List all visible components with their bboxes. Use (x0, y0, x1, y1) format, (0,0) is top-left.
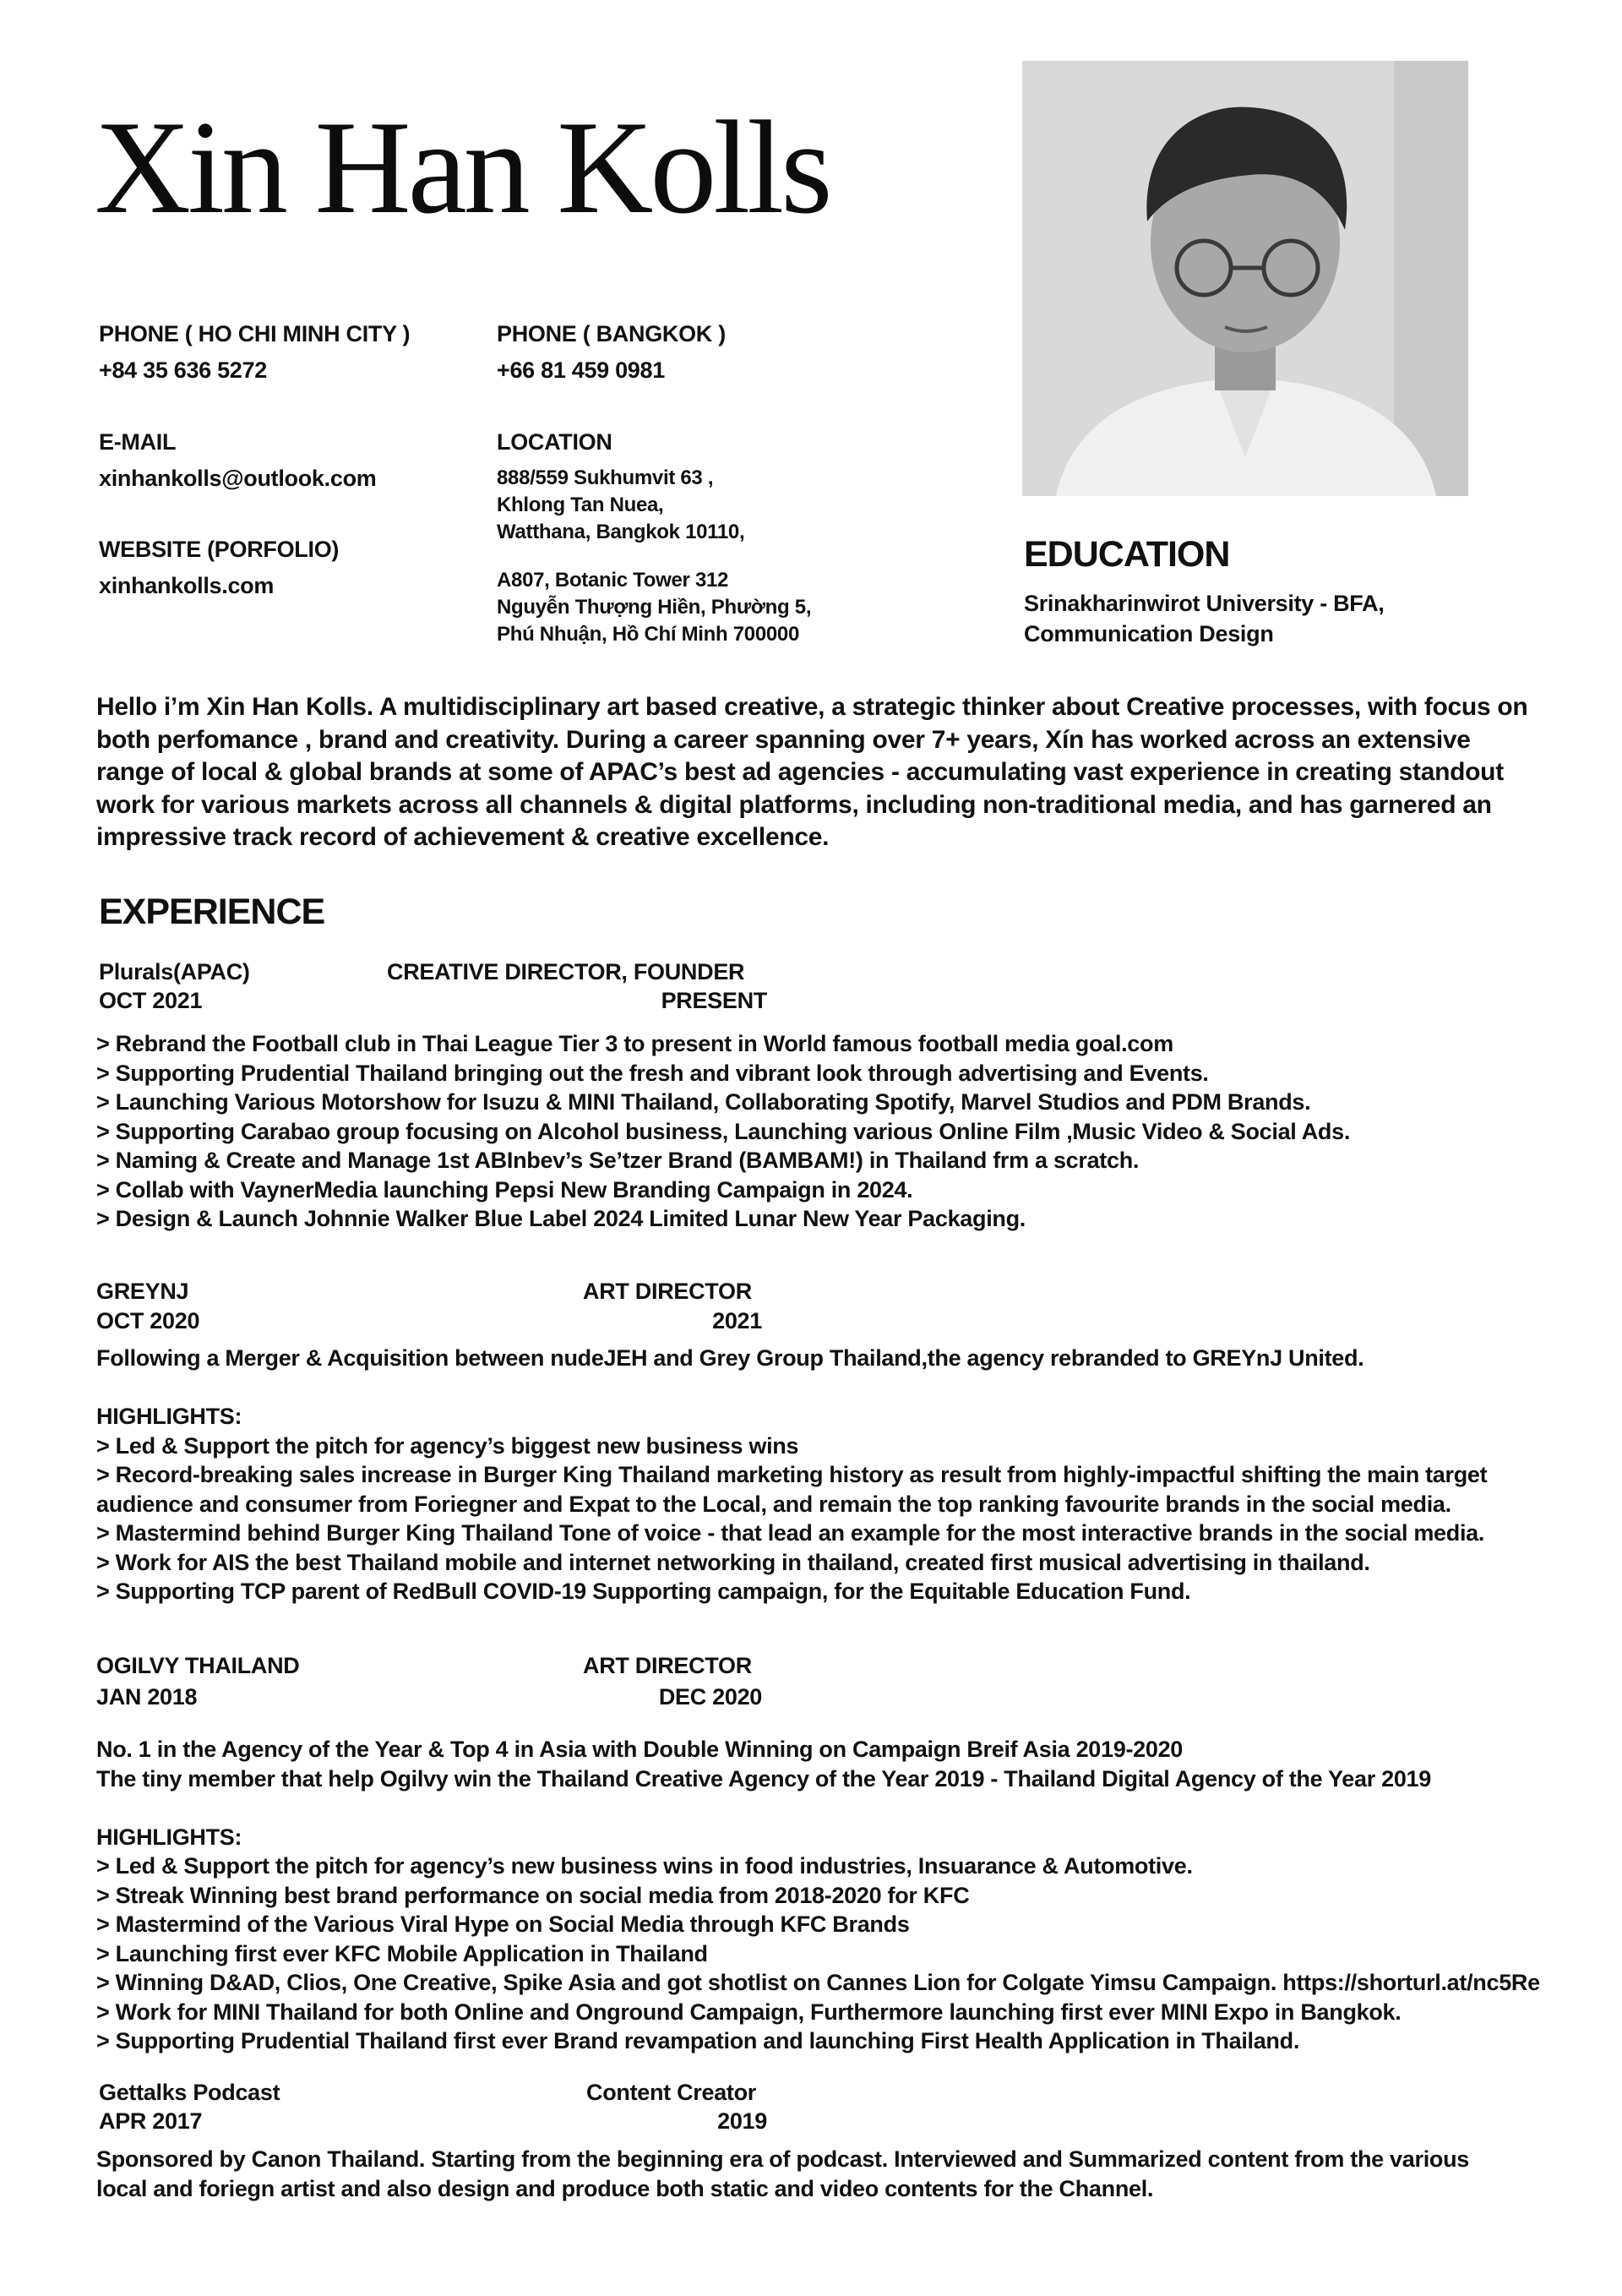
experience-heading: EXPERIENCE (99, 892, 325, 932)
job-bullet: > Launching Various Motorshow for Isuzu & MINI Thailand, Collaborating Spotify, Marvel Studios and PDM Brands. (96, 1089, 1311, 1115)
phone-bkk-label: PHONE ( BANGKOK ) (497, 321, 726, 346)
website-link[interactable]: xinhankolls.com (99, 573, 275, 598)
spacer (96, 1373, 1487, 1403)
website-label: WEBSITE (PORFOLIO) (99, 537, 340, 562)
job-role: Content Creator (586, 2080, 757, 2105)
address-line: Khlong Tan Nuea, (497, 494, 664, 516)
education-details (1024, 588, 1384, 649)
job-description (96, 2145, 1469, 2203)
education-line: Communication Design (1024, 621, 1274, 646)
job-bullet: > Record-breaking sales increase in Burger King Thailand marketing history as result from highly-impactful shifting the main target (96, 1462, 1488, 1487)
portrait-photo (1022, 61, 1468, 496)
job-bullet: > Naming & Create and Manage 1st ABInbev’s Se’tzer Brand (BAMBAM!) in Thailand frm a scratch. (96, 1148, 1140, 1173)
education-heading: EDUCATION (1024, 534, 1230, 575)
job-end-date: 2021 (712, 1308, 762, 1333)
job-description (96, 1344, 1487, 1606)
job-bullet: > Winning D&AD, Clios, One Creative, Spike Asia and got shotlist on Cannes Lion for Colgate Yimsu Campaign. https://shorturl.at/nc5Re (96, 1970, 1540, 1995)
candidate-name: Xin Han Kolls (95, 94, 830, 242)
email-label: E-MAIL (99, 429, 177, 455)
address-line: Watthana, Bangkok 10110, (497, 521, 745, 543)
job-start-date: OCT 2021 (99, 988, 203, 1013)
job-start-date: JAN 2018 (96, 1684, 198, 1710)
location-label: LOCATION (497, 429, 612, 455)
address-bangkok (497, 465, 744, 546)
job-end-date: PRESENT (661, 988, 767, 1013)
address-hcm (497, 567, 811, 648)
address-line: Phú Nhuận, Hồ Chí Minh 700000 (497, 623, 800, 646)
highlights-label: HIGHLIGHTS: (96, 1404, 242, 1429)
job-bullet: > Collab with VaynerMedia launching Pepsi New Branding Campaign in 2024. (96, 1176, 913, 1203)
highlights-label: HIGHLIGHTS: (96, 1824, 242, 1850)
job-summary: No. 1 in the Agency of the Year & Top 4 in Asia with Double Winning on Campaign Breif Asia 2019-2020 (96, 1737, 1184, 1762)
job-bullet: audience and consumer from Foriegner and Expat to the Local, and remain the top ranking favourite brands in the social media. (96, 1491, 1451, 1517)
job-company: OGILVY THAILAND (96, 1653, 300, 1678)
job-bullet: > Mastermind of the Various Viral Hype on Social Media through KFC Brands (96, 1912, 910, 1937)
job-bullet: > Work for AIS the best Thailand mobile and internet networking in thailand, created first musical advertising in thailand. (96, 1549, 1370, 1575)
job-bullet: > Led & Support the pitch for agency’s biggest new business wins (96, 1432, 799, 1459)
job-bullet: > Streak Winning best brand performance on social media from 2018-2020 for KFC (96, 1882, 970, 1908)
job-role: ART DIRECTOR (583, 1279, 752, 1304)
job-bullet: > Mastermind behind Burger King Thailand Tone of voice - that lead an example for the most interactive brands in the social media. (96, 1520, 1485, 1546)
job-company: GREYNJ (96, 1279, 189, 1304)
job-summary: Sponsored by Canon Thailand. Starting from the beginning era of podcast. Interviewed and Summarized content from the various (96, 2146, 1470, 2172)
job-start-date: APR 2017 (99, 2108, 203, 2134)
job-bullet: > Work for MINI Thailand for both Online and Onground Campaign, Furthermore launching first ever MINI Expo in Bangkok. (96, 1999, 1402, 2025)
email-value: xinhankolls@outlook.com (99, 466, 377, 491)
job-bullet: > Rebrand the Football club in Thai League Tier 3 to present in World famous football media goal.com (96, 1031, 1173, 1056)
address-line: A807, Botanic Tower 312 (497, 569, 729, 592)
job-company: Plurals(APAC) (99, 959, 250, 984)
address-line: Nguyễn Thượng Hiền, Phường 5, (497, 596, 812, 619)
job-description (96, 1735, 1540, 2056)
job-summary: The tiny member that help Ogilvy win the Thailand Creative Agency of the Year 2019 - Thailand Digital Agency of the Year 2019 (96, 1765, 1431, 1792)
job-bullet: > Supporting Prudential Thailand first ever Brand revampation and launching First Health Application in Thailand. (96, 2028, 1300, 2053)
job-role: CREATIVE DIRECTOR, FOUNDER (387, 959, 745, 984)
job-end-date: DEC 2020 (658, 1684, 762, 1710)
job-summary: Following a Merger & Acquisition between nudeJEH and Grey Group Thailand,the agency rebranded to GREYnJ United. (96, 1345, 1364, 1371)
job-summary: local and foriegn artist and also design and produce both static and video contents for the Channel. (96, 2175, 1154, 2201)
job-company: Gettalks Podcast (99, 2080, 280, 2105)
job-description (96, 1029, 1350, 1234)
job-bullet: > Launching first ever KFC Mobile Application in Thailand (96, 1940, 708, 1966)
job-end-date: 2019 (717, 2108, 767, 2134)
job-bullet: > Design & Launch Johnnie Walker Blue Label 2024 Limited Lunar New Year Packaging. (96, 1206, 1026, 1231)
spacer (96, 1793, 1540, 1823)
job-bullet: > Led & Support the pitch for agency’s new business wins in food industries, Insuarance & Automotive. (96, 1853, 1193, 1879)
education-line: Srinakharinwirot University - BFA, (1024, 591, 1385, 616)
intro-paragraph: Hello i’m Xin Han Kolls. A multidisciplinary art based creative, a strategic thinker about Creative processes, with focus on both perfomance , brand and creativity. During a career spanning over 7+ years, Xín has worked across an extensive range of local & global brands at some of APAC’s best ad agencies - accumulating vast experience in creating standout work for various markets across all channels & digital platforms, including non-traditional media, and has garnered an impressive track record of achievement & creative excellence. (96, 693, 1528, 851)
job-bullet: > Supporting Carabao group focusing on Alcohol business, Launching various Online Film ,Music Video & Social Ads. (96, 1118, 1351, 1144)
job-bullet: > Supporting TCP parent of RedBull COVID-19 Supporting campaign, for the Equitable Education Fund. (96, 1579, 1191, 1604)
job-bullet: > Supporting Prudential Thailand bringing out the fresh and vibrant look through advertising and Events. (96, 1060, 1209, 1086)
job-start-date: OCT 2020 (96, 1308, 200, 1333)
job-role: ART DIRECTOR (583, 1653, 752, 1678)
phone-hcm-label: PHONE ( HO CHI MINH CITY ) (99, 321, 411, 346)
phone-bkk-value: +66 81 459 0981 (497, 357, 665, 383)
address-line: 888/559 Sukhumvit 63 , (497, 466, 714, 489)
phone-hcm-value: +84 35 636 5272 (99, 357, 267, 383)
